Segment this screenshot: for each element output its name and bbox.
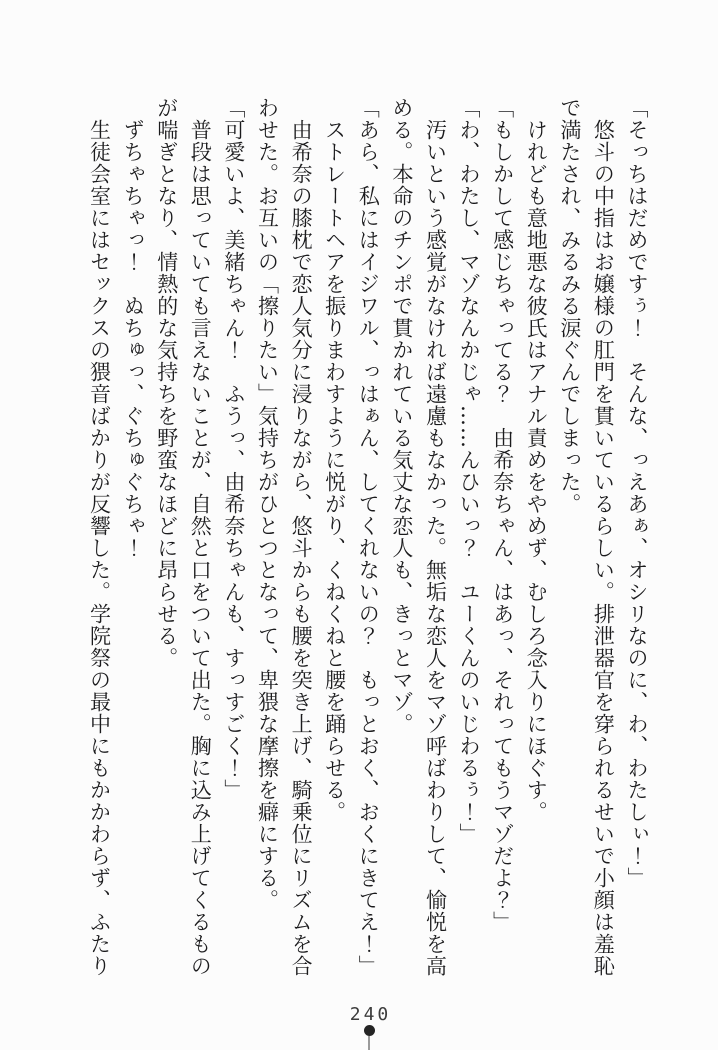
text-line: 「そっちはだめですぅ！ そんな、っえあぁ、オシリなのに、わ、わたしぃ！」 xyxy=(625,97,649,889)
text-line: 悠斗の中指はお嬢様の肛門を貫いているらしい。排泄器官を穿られるせいで小顔は羞恥 xyxy=(591,119,616,977)
text-line: ストレートヘアを振りまわすように悦がり、くねくねと腰を踊らせる。 xyxy=(322,119,347,823)
text-line: で満たされ、みるみる涙ぐんでしまった。 xyxy=(557,97,582,515)
page-number: 240 xyxy=(349,1004,392,1025)
text-line: 普段は思っていても言えないことが、自然と口をついて出た。胸に込み上げてくるもの xyxy=(188,119,213,977)
text-line: 生徒会室にはセックスの猥音ばかりが反響した。学院祭の最中にもかかわらず、ふたり xyxy=(87,119,112,977)
binding-dot-icon xyxy=(364,1025,375,1036)
text-line: ずちゃちゃっ！ ぬちゅっ、ぐちゅぐちゃ！ xyxy=(121,119,146,559)
text-line: める。本命のチンポで貫かれている気丈な恋人も、きっとマゾ。 xyxy=(389,97,414,735)
text-line: 汚いという感覚がなければ遠慮もなかった。無垢な恋人をマゾ呼ばわりして、愉悦を高 xyxy=(423,119,448,977)
text-line: 「可愛いよ、美緒ちゃん！ ふうっ、由希奈ちゃんも、すっすごく！」 xyxy=(221,97,246,801)
binding-dot-mark xyxy=(363,1025,375,1050)
binding-stem-line xyxy=(368,1036,370,1050)
text-line: 「わ、わたし、マゾなんかじゃ……んひいっ？ ユーくんのいじわるぅ！」 xyxy=(457,97,482,845)
text-line: 「もしかして感じちゃってる？ 由希奈ちゃん、はあっ、それってもうマゾだよ？」 xyxy=(490,97,515,933)
body-text xyxy=(81,97,653,985)
text-line: けれども意地悪な彼氏はアナル責めをやめず、むしろ念入りにほぐす。 xyxy=(524,119,549,823)
text-line: が喘ぎとなり、情熱的な気持ちを野蛮なほどに昂らせる。 xyxy=(154,97,179,669)
text-line: わせた。お互いの「擦りたい」気持ちがひとつとなって、卑猥な摩擦を癖にする。 xyxy=(255,97,280,911)
text-line: 「あら、私にはイジワル、っはぁん、してくれないの？ もっとおく、おくにきてえ！」 xyxy=(356,97,381,977)
text-line: 由希奈の膝枕で恋人気分に浸りながら、悠斗からも腰を突き上げ、騎乗位にリズムを合 xyxy=(289,119,314,977)
